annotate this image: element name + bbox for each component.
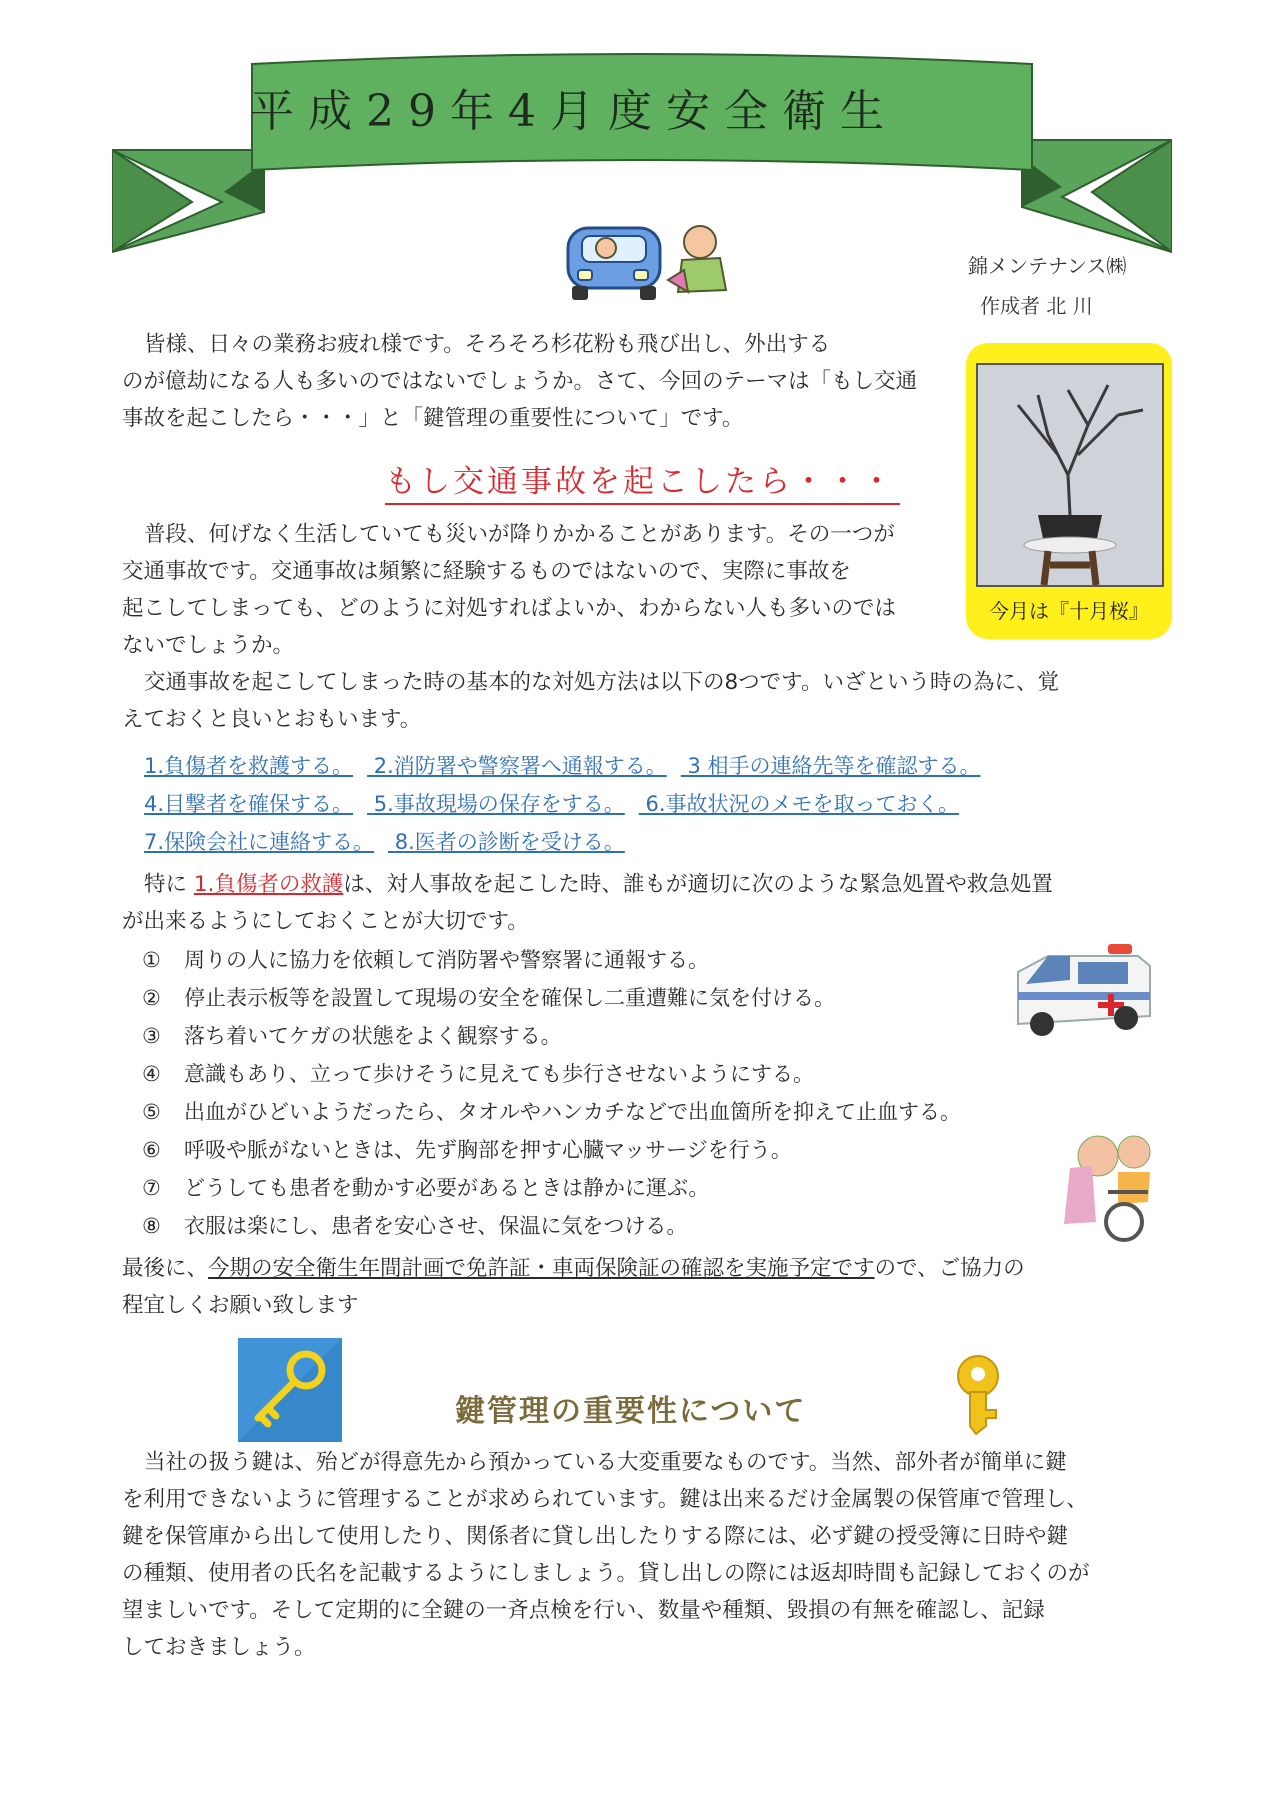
paragraph-line: 交通事故です。交通事故は頻繁に経験するものではないので、実際に事故を: [122, 559, 851, 584]
first-aid-item: ③ 落ち着いてケガの状態をよく観察する。: [142, 1024, 562, 1048]
gold-key-icon: [940, 1352, 1022, 1436]
step-item: 6.事故状況のメモを取っておく。: [645, 792, 960, 816]
paragraph-line: 程宜しくお願い致します: [122, 1293, 359, 1318]
closing-rest: ので、ご協力の: [874, 1256, 1025, 1281]
emphasis-term: 1.負傷者の救護: [193, 872, 344, 897]
paragraph-line: 望ましいです。そして定期的に全鍵の一斉点検を行い、数量や種類、毀損の有無を確認し、記録: [122, 1598, 1045, 1623]
paragraph-line: 当社の扱う鍵は、殆どが得意先から預かっている大変重要なものです。当然、部外者が簡単に鍵: [144, 1450, 1067, 1475]
first-aid-item: ⑦ どうしても患者を動かす必要があるときは静かに運ぶ。: [142, 1176, 710, 1200]
paragraph-line: が出来るようにしておくことが大切です。: [122, 909, 529, 934]
paragraph-line: 交通事故を起こしてしまった時の基本的な対処方法は以下の8つです。いざという時の為に、覚: [144, 670, 1059, 695]
intro-paragraph: [122, 326, 962, 437]
step-item: 5.事故現場の保存をする。: [373, 792, 625, 816]
ambulance-illustration: [1008, 932, 1158, 1040]
step-item: 4.目撃者を確保する。: [144, 792, 354, 816]
photo-frame: [966, 343, 1172, 639]
emphasis-prefix: 特に: [144, 872, 188, 897]
steps-row-2: [144, 788, 973, 820]
paragraph-line: しておきましょう。: [122, 1635, 316, 1660]
first-aid-item: ⑤ 出血がひどいようだったら、タオルやハンカチなどで出血箇所を抑えて止血する。: [142, 1100, 961, 1124]
step-item: 7.保険会社に連絡する。: [144, 830, 375, 854]
accident-paragraph: [122, 516, 952, 664]
first-aid-item: ④ 意識もあり、立って歩けそうに見えても歩行させないようにする。: [142, 1062, 814, 1086]
paragraph-line: の種類、使用者の氏名を記載するようにしましょう。貸し出しの際には返却時間も記録しておくのが: [122, 1561, 1090, 1586]
intro-line: のが億劫になる人も多いのではないでしょうか。さて、今回のテーマは「もし交通: [122, 369, 918, 394]
blue-key-icon: [238, 1338, 342, 1442]
first-aid-intro: [122, 866, 1182, 940]
closing-prefix: 最後に、: [122, 1256, 209, 1281]
emphasis-rest: は、対人事故を起こした時、誰もが適切に次のような緊急処置や救急処置: [343, 872, 1053, 897]
traffic-accident-heading: もし交通事故を起こしたら・・・: [385, 456, 900, 505]
steps-row-1: [144, 750, 995, 782]
paragraph-line: を利用できないように管理することが求められています。鍵は出来るだけ金属製の保管庫で管理し、: [122, 1487, 1088, 1512]
car-accident-illustration: [560, 210, 740, 306]
key-management-paragraph: [122, 1444, 1182, 1666]
paragraph-line: えておくと良いとおもいます。: [122, 707, 422, 732]
paragraph-line: 普段、何げなく生活していても災いが降りかかることがあります。その一つが: [144, 522, 895, 547]
intro-line: 事故を起こしたら・・・」と「鍵管理の重要性について」です。: [122, 406, 744, 431]
wheelchair-care-illustration: [1052, 1132, 1164, 1242]
key-management-heading: 鍵管理の重要性について: [455, 1394, 807, 1429]
step-item: 1.負傷者を救護する。: [144, 754, 354, 778]
intro-line: 皆様、日々の業務お疲れ様です。そろそろ杉花粉も飛び出し、外出する: [144, 332, 831, 357]
bonsai-photo: [976, 363, 1164, 587]
author-name: 作成者 北 川: [980, 294, 1093, 318]
step-item: 3 相手の連絡先等を確認する。: [687, 754, 981, 778]
organization-name: 錦メンテナンス㈱: [968, 254, 1127, 278]
paragraph-line: 起こしてしまっても、どのように対処すればよいか、わからない人も多いのでは: [122, 596, 897, 621]
first-aid-item: ② 停止表示板等を設置して現場の安全を確保し二重遭難に気を付ける。: [142, 986, 835, 1010]
closing-paragraph: [122, 1250, 1182, 1324]
paragraph-line: ないでしょうか。: [122, 633, 295, 658]
first-aid-item: ⑧ 衣服は楽にし、患者を安心させ、保温に気をつける。: [142, 1214, 688, 1238]
photo-caption: 今月は『十月桜』: [989, 599, 1149, 623]
first-aid-item: ⑥ 呼吸や脈がないときは、先ず胸部を押す心臓マッサージを行う。: [142, 1138, 792, 1162]
step-item: 8.医者の診断を受ける。: [394, 830, 625, 854]
page-title: 平成29年4月度安全衛生: [250, 86, 898, 137]
basic-response-paragraph: [122, 664, 1172, 738]
step-item: 2.消防署や警察署へ通報する。: [373, 754, 667, 778]
first-aid-item: ① 周りの人に協力を依頼して消防署や警察署に通報する。: [142, 948, 709, 972]
steps-row-3: [144, 826, 639, 858]
paragraph-line: 鍵を保管庫から出して使用したり、関係者に貸し出したりする際には、必ず鍵の授受簿に日時や鍵: [122, 1524, 1069, 1549]
closing-underlined: 今期の安全衛生年間計画で免許証・車両保険証の確認を実施予定です: [208, 1256, 875, 1281]
